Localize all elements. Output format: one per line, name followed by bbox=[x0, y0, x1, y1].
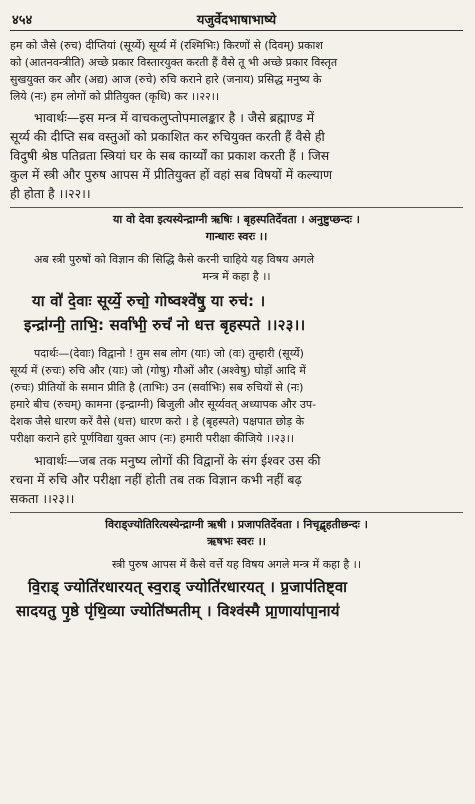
mantra-line: या वो॑ दे॒वाः सूर्य्ये॒ रुचो॒ गोष्वश्वे॑षु॒ या रुच॑: । bbox=[32, 292, 266, 310]
text-line: रचना में रुचि और परीक्षा नहीं होती तब तक विज्ञान कभी नहीं बढ़ bbox=[10, 472, 302, 487]
text-line: विदुषी श्रेष्ठ पतिव्रता स्त्रियां घर के सब कार्य्यों का प्रकाश करती हैं । जिस bbox=[10, 148, 330, 163]
mantra-line: सादयतु पृ॒ष्ठे पृ॑थि॒व्या ज्योति॑ष्मतीम् । विश्व॑स्मै प्रा॒णाया॑पा॒नाय॑ bbox=[16, 602, 340, 620]
metadata-line: विराड्ज्योतिरित्यस्येन्द्राग्नी ऋषी । प्रजापतिर्देवता । निचृद्बृहतीछन्दः । bbox=[105, 518, 368, 531]
text-line: सकता ।।२३।। bbox=[10, 491, 75, 506]
intro-line: स्त्री पुरुष आपस में कैसे वर्त्ते यह विषय अगले मन्त्र में कहा है ।। bbox=[111, 558, 362, 571]
text-line: सुखयुक्त कर और (अद्य) आज (रुचे) रुचि कराने हारे (जनाय) प्रसिद्ध मनुष्य के bbox=[10, 73, 322, 86]
intro-section-23 bbox=[10, 251, 463, 285]
text-line: ही होता है ।।२२।। bbox=[10, 186, 91, 201]
text-line: को (आतनवन्त्रीति) अच्छे प्रकार विस्तारयुक्त करती हैं वैसे तू भी अच्छे प्रकार विस्तृत bbox=[10, 56, 338, 69]
metadata-line: ऋषभः स्वरः ।। bbox=[207, 535, 266, 548]
bhavarth-section-22 bbox=[10, 108, 463, 203]
running-title: यजुर्वेदभाषाभाष्ये bbox=[196, 13, 277, 28]
text-line: पदार्थः—(देवाः) विद्वानो ! तुम सब लोग (याः) जो (वः) तुम्हारी (सूर्य्ये) bbox=[34, 347, 304, 360]
intro-line: मन्त्र में कहा है ।। bbox=[202, 270, 271, 283]
mantra-metadata-23 bbox=[10, 211, 463, 245]
text-line: परीक्षा कराने हारे पूर्णविद्या युक्त आप (नः) हमारी परीक्षा कीजिये ।।२३।। bbox=[10, 432, 295, 445]
section-divider bbox=[10, 207, 463, 208]
text-line: कुल में स्त्री और पुरुष आपस में प्रीतियुक्त हों वहां सब विषयों में कल्याण bbox=[10, 167, 332, 182]
page-number: ४५४ bbox=[12, 13, 33, 28]
page-header bbox=[10, 8, 463, 31]
section-divider bbox=[10, 512, 463, 513]
text-line: भावार्थः—जब तक मनुष्य लोगों की विद्वानों के संग ईश्वर उस की bbox=[34, 453, 321, 468]
text-line: भावार्थः—इस मन्त्र में वाचकलुप्तोपमालङ्कार है । जैसे ब्रह्माण्ड में bbox=[34, 110, 315, 125]
mantra-line: वि॒राड् ज्योति॑रधारयत् स्व॒राड् ज्योति॑रधारयत् । प्र॒जाप॑तिष्ट्वा bbox=[28, 578, 348, 596]
mantra-24 bbox=[10, 575, 463, 623]
mantra-line: इन्द्रा॑ग्नी॒ ताभि॒: सर्वा॑भी॒ रुचं॑ नो धत्त बृहस्पते ।।२३।। bbox=[24, 316, 306, 334]
text-line: देशक जैसे धारण करें वैसे (धत्त) धारण करो । हे (बृहस्पते) पक्षपात छोड़ के bbox=[10, 415, 305, 428]
mantra-23 bbox=[10, 289, 463, 337]
text-line: हमारे बीच (रुचम्) कामना (इन्द्राग्नी) बिजुली और सूर्य्यवत् अध्यापक और उप- bbox=[10, 398, 317, 411]
text-line: सूर्य्य की दीप्ति सब वस्तुओं को प्रकाशित कर रुचियुक्त करती हैं वैसे ही bbox=[10, 129, 325, 144]
metadata-line: या वो देवा इत्यस्येन्द्राग्नी ऋषिः । बृहस्पतिर्देवता । अनुष्टुप्छन्दः । bbox=[113, 213, 360, 226]
intro-line: अब स्त्री पुरुषों को विज्ञान की सिद्धि कैसे करनी चाहिये यह विषय अगले bbox=[34, 253, 315, 266]
text-line: (रुचः) प्रीतियों के समान प्रीति है (ताभिः) उन (सर्वाभिः) सब रुचियों से (नः) bbox=[10, 381, 304, 394]
mantra-metadata-24 bbox=[10, 516, 463, 550]
text-line: सूर्य्य में (रुचः) रुचि और (याः) जो (गोषु) गौओं और (अश्वेषु) घोड़ों आदि में bbox=[10, 364, 306, 377]
text-line: हम को जैसे (रुच) दीप्तियां (सूर्य्ये) सूर्य्य में (रश्मिभिः) किरणों से (दिवम्) प्रकाश bbox=[10, 39, 323, 52]
bhavarth-section-23 bbox=[10, 451, 463, 508]
prev-padartha-section bbox=[10, 37, 463, 105]
text-line: लिये (नः) हम लोगों को प्रीतियुक्त (कृधि) कर ।।२२।। bbox=[10, 90, 220, 103]
padartha-section-23 bbox=[10, 345, 463, 447]
metadata-line: गान्धारः स्वरः ।। bbox=[205, 230, 268, 243]
